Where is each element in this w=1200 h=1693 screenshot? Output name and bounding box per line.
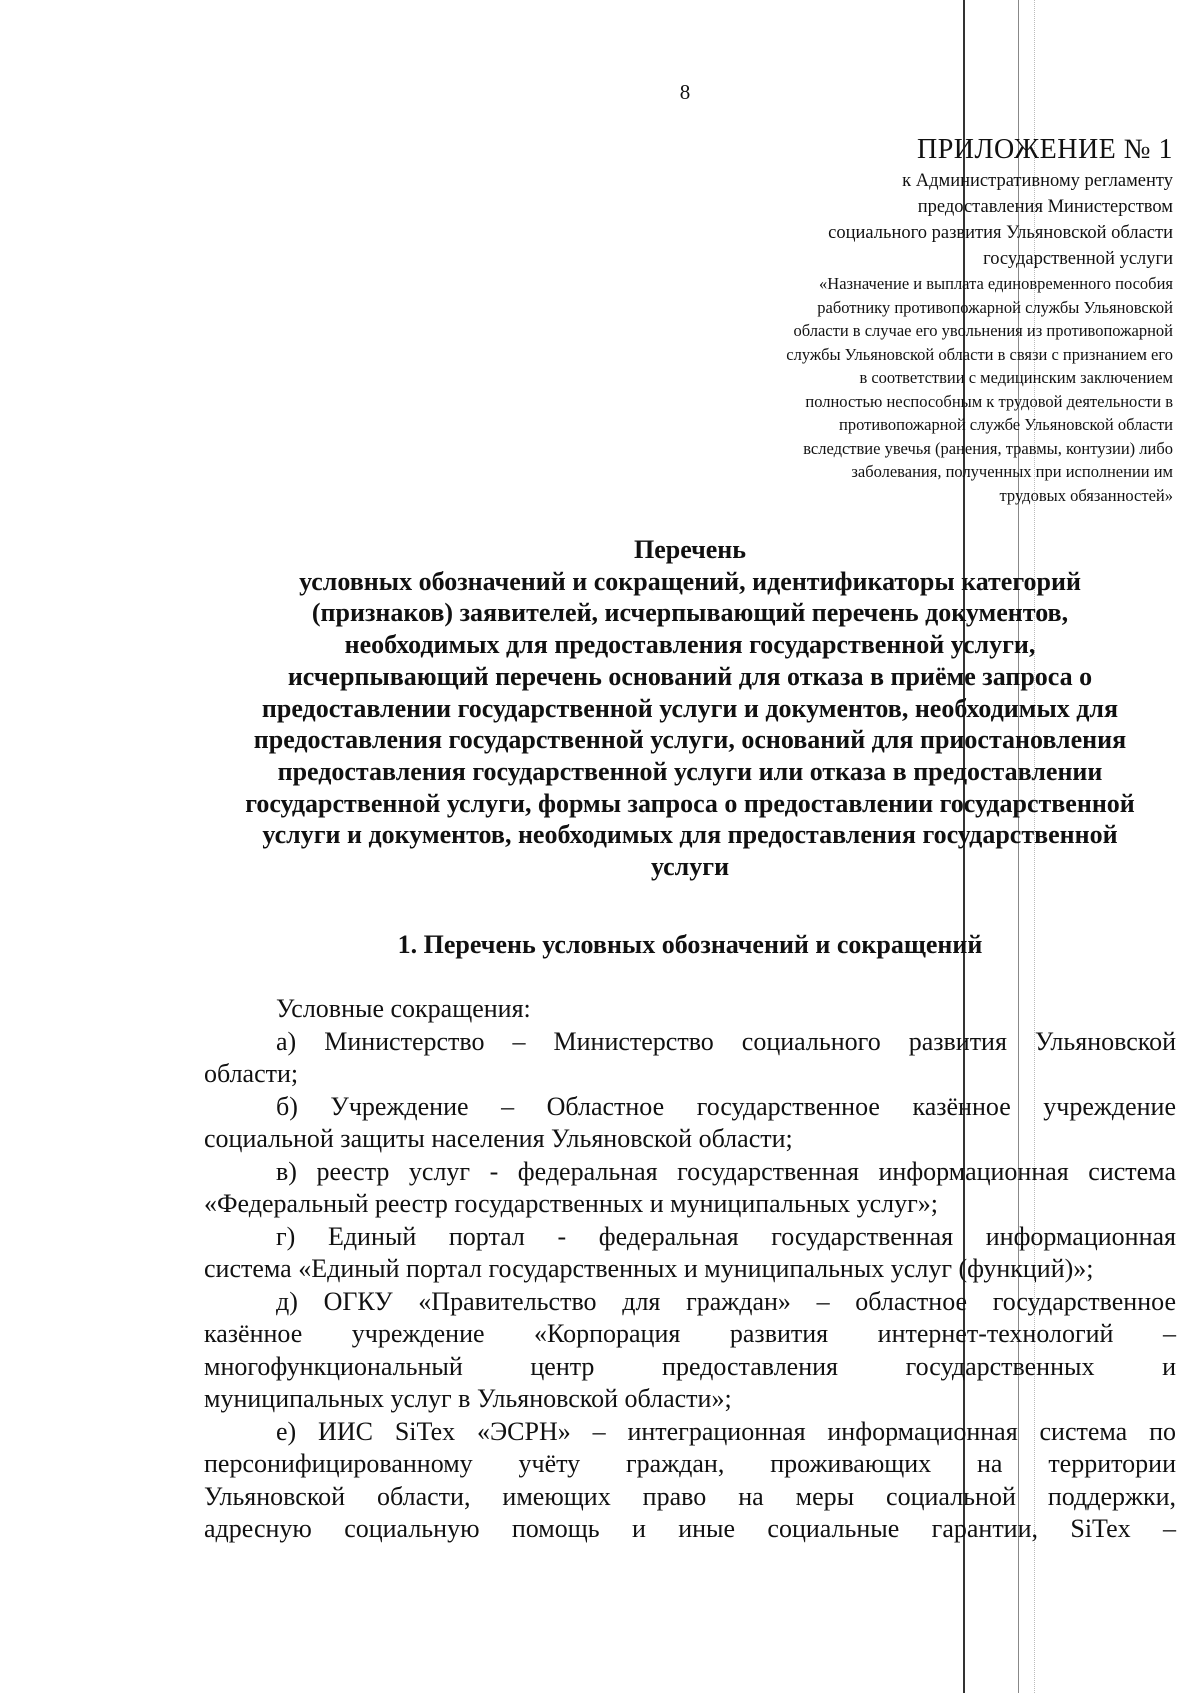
appendix-service-line: полностью неспособным к трудовой деятельности в — [805, 391, 1173, 411]
body-line: социальной защиты населения Ульяновской области; — [204, 1124, 793, 1153]
appendix-service-line: противопожарной службе Ульяновской области — [839, 415, 1173, 434]
body-line: а) Министерство – Министерство социального развития Ульяновской — [276, 1026, 1176, 1056]
appendix-service-line: заболевания, полученных при исполнении им — [851, 462, 1173, 481]
body-line: д) ОГКУ «Правительство для граждан» – областное государственное — [276, 1286, 1176, 1316]
body-line: в) реестр услуг - федеральная государственная информационная система — [276, 1156, 1176, 1186]
appendix-service-line: трудовых обязанностей» — [999, 485, 1173, 505]
heading-line: необходимых для предоставления государственной услуги, — [344, 630, 1036, 660]
body-line: области; — [204, 1059, 299, 1088]
appendix-service-line: работнику противопожарной службы Ульяновской — [817, 297, 1173, 317]
appendix-service-line: «Назначение и выплата единовременного пособия — [819, 274, 1173, 293]
body-line: г) Единый портал - федеральная государственная информационная — [276, 1221, 1176, 1251]
appendix-title: ПРИЛОЖЕНИЕ № 1 — [917, 134, 1173, 165]
body-line: система «Единый портал государственных и муниципальных услуг (функций)»; — [204, 1254, 1094, 1283]
heading-line: предоставлении государственной услуги и документов, необходимых для — [261, 693, 1119, 723]
body-line: Ульяновской области, имеющих право на меры социальной поддержки, — [204, 1481, 1176, 1511]
appendix-service-line: в соответствии с медицинским заключением — [859, 368, 1173, 387]
body-line: б) Учреждение – Областное государственное казённое учреждение — [276, 1091, 1176, 1121]
heading-line: государственной услуги, формы запроса о предоставлении государственной — [245, 788, 1135, 818]
body-line: казённое учреждение «Корпорация развития интернет-технологий – — [204, 1319, 1176, 1348]
document-heading — [190, 534, 1190, 883]
body-line: Условные сокращения: — [276, 994, 531, 1023]
heading-line: предоставления государственной услуги, оснований для приостановления — [253, 725, 1127, 755]
appendix-service-line: области в случае его увольнения из противопожарной — [793, 321, 1173, 340]
appendix-block — [553, 132, 1173, 507]
appendix-line: социального развития Ульяновской области — [828, 223, 1173, 243]
body-line: муниципальных услуг в Ульяновской области»; — [204, 1384, 732, 1413]
page-number: 8 — [679, 80, 691, 104]
body-line: «Федеральный реестр государственных и муниципальных услуг»; — [204, 1189, 939, 1218]
body-line: е) ИИС SiTex «ЭСРН» – интеграционная информационная система по — [276, 1416, 1176, 1446]
heading-line: услуги — [650, 852, 730, 882]
appendix-line: предоставления Министерством — [917, 197, 1173, 217]
heading-line: условных обозначений и сокращений, идентификаторы категорий — [299, 566, 1081, 596]
body-line: адресную социальную помощь и иные социальные гарантии, SiTex – — [204, 1514, 1176, 1543]
section-title: 1. Перечень условных обозначений и сокращений — [397, 930, 983, 959]
heading-line: исчерпывающий перечень оснований для отказа в приёме запроса о — [287, 661, 1093, 691]
body-text — [204, 993, 1176, 1546]
heading-line: услуги и документов, необходимых для предоставления государственной — [262, 820, 1118, 850]
heading-line: предоставления государственной услуги или отказа в предоставлении — [277, 756, 1103, 786]
appendix-line: государственной услуги — [983, 249, 1173, 269]
body-line: многофункциональный центр предоставления государственных и — [204, 1351, 1176, 1381]
appendix-service-line: вследствие увечья (ранения, травмы, контузии) либо — [803, 438, 1173, 458]
appendix-line: к Административному регламенту — [902, 171, 1173, 191]
body-line: персонифицированному учёту граждан, проживающих на территории — [204, 1449, 1176, 1478]
heading-line: (признаков) заявителей, исчерпывающий перечень документов, — [311, 598, 1069, 628]
heading-line: Перечень — [633, 535, 747, 564]
appendix-service-line: службы Ульяновской области в связи с признанием его — [786, 344, 1173, 364]
